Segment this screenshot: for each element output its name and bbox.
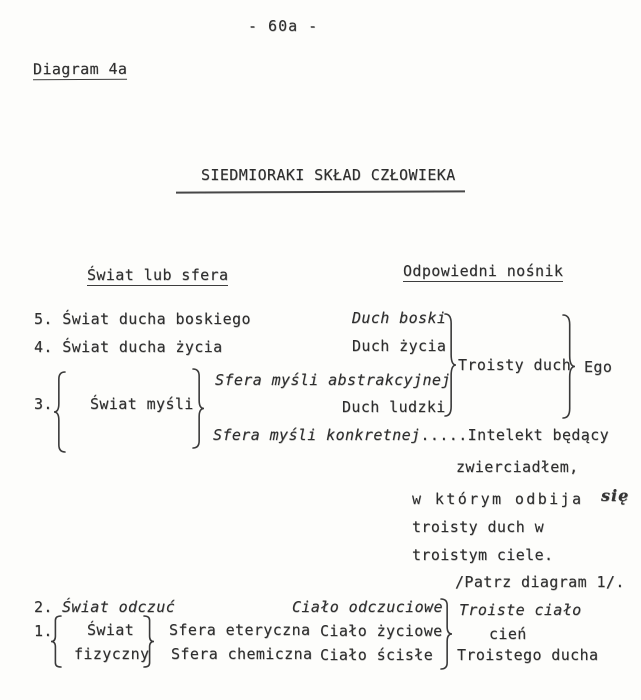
curly-brace	[143, 615, 155, 668]
sphere-eteryczna: Sfera eteryczna	[169, 621, 311, 639]
curly-brace	[192, 368, 205, 449]
vehicle-cialo-scisle: Ciało ścisłe	[320, 646, 434, 664]
world-3-number: 3.	[34, 395, 53, 413]
curly-brace	[444, 313, 457, 417]
column-header-vehicle: Odpowiedni nośnik	[403, 262, 564, 280]
note-line-5: /Patrz diagram 1/.	[455, 573, 625, 591]
document-title: SIEDMIORAKI SKŁAD CZŁOWIEKA	[201, 166, 456, 184]
vehicle-duch-ludzki: Duch ludzki	[342, 398, 446, 416]
page-number: - 60a -	[248, 17, 319, 35]
vehicle-duch-boski: Duch boski	[352, 309, 447, 327]
note-line-4: troistym ciele.	[412, 546, 554, 564]
world-4: 4. Świat ducha życia	[34, 338, 223, 356]
note-line-1: zwierciadłem,	[456, 458, 579, 476]
vehicle-sfera-konkretnej-line	[213, 427, 609, 443]
vehicle-sfera-abstrakcyjnej: Sfera myśli abstrakcyjnej	[215, 371, 451, 389]
vehicle-cialo-zyciowe: Ciało życiowe	[320, 622, 443, 640]
curly-brace	[562, 314, 576, 419]
world-1-number: 1.	[34, 622, 53, 640]
note-line-2: w którym odbija	[412, 490, 584, 508]
world-1-label-line2: fizyczny	[74, 645, 150, 663]
diagram-label: Diagram 4a	[32, 59, 128, 79]
column-header-world: Świat lub sfera	[87, 266, 229, 284]
vehicle-intelekt: Intelekt będący	[467, 426, 610, 444]
note-handwritten-insert: się	[601, 486, 630, 505]
vehicle-sfera-konkretnej: Sfera myśli konkretnej	[213, 426, 421, 444]
curly-brace	[50, 615, 62, 668]
world-3-label: Świat myśli	[90, 395, 194, 413]
vehicle-duch-zycia: Duch życia	[352, 337, 447, 355]
world-2-number: 2.	[34, 598, 53, 616]
vehicle-ego: Ego	[584, 358, 613, 376]
vehicle-troiste-cialo: Troiste ciało	[459, 601, 582, 619]
dot-leader: .....	[420, 426, 468, 444]
curly-brace	[440, 598, 453, 670]
world-5: 5. Świat ducha boskiego	[34, 310, 251, 328]
title-underline	[176, 190, 465, 193]
vehicle-cien: cień	[489, 625, 527, 643]
world-2-label: Świat odczuć	[62, 598, 176, 616]
vehicle-troistego-ducha: Troistego ducha	[457, 646, 599, 664]
world-1-label-line1: Świat	[87, 621, 135, 639]
curly-brace	[53, 371, 66, 453]
vehicle-cialo-odczuciowe: Ciało odczuciowe	[292, 598, 443, 616]
sphere-chemiczna: Sfera chemiczna	[171, 645, 313, 663]
note-line-3: troisty duch w	[412, 518, 545, 536]
vehicle-troisty-duch: Troisty duch	[458, 356, 572, 374]
